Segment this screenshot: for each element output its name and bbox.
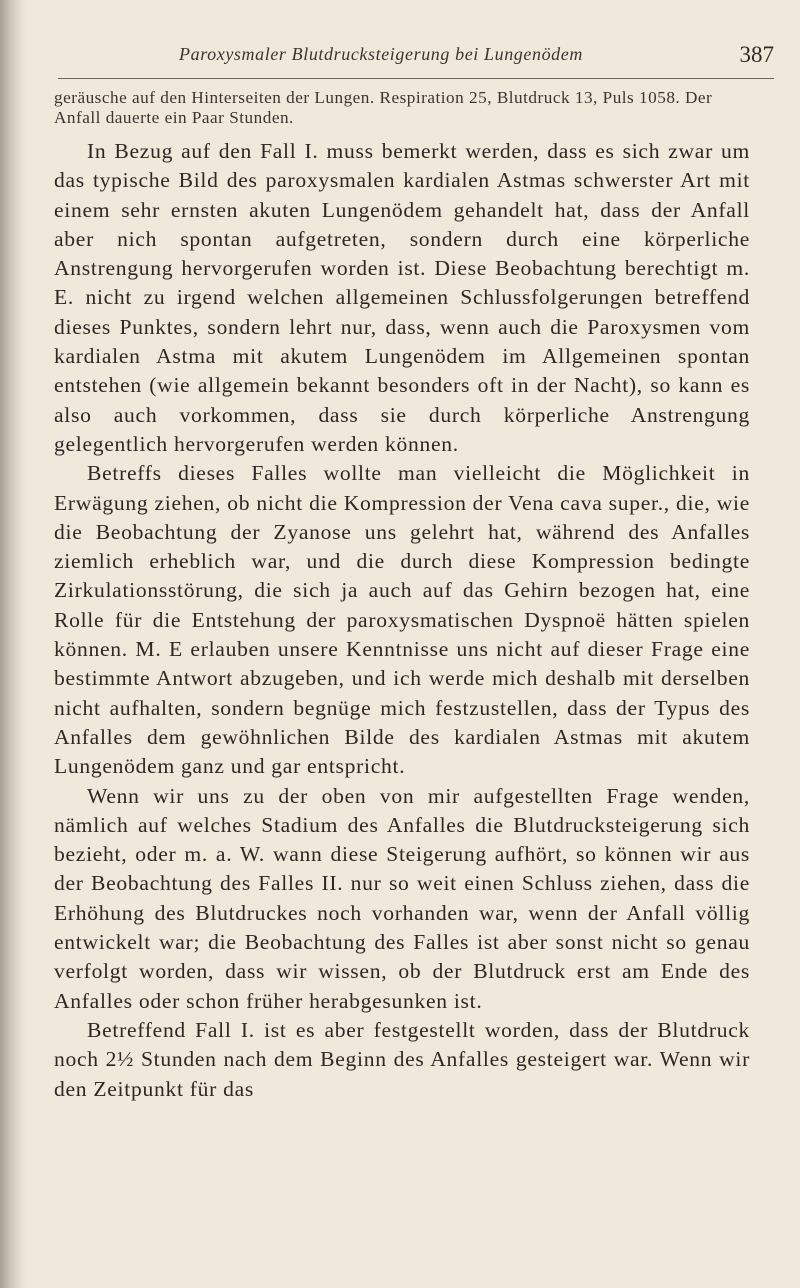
running-head <box>58 44 774 78</box>
header-rule <box>58 78 774 79</box>
running-title: Paroxysmaler Blutdrucksteigerung bei Lungenödem <box>179 44 583 64</box>
book-page <box>46 0 774 1288</box>
page-number: 387 <box>739 42 774 67</box>
case-note: geräusche auf den Hinterseiten der Lungen. Respiration 25, Blutdruck 13, Puls 1058. Der Anfall dauerte ein Paar Stunden. <box>54 88 713 127</box>
binding-edge <box>0 0 26 1288</box>
paragraph-4: Betreffend Fall I. ist es aber festgestellt worden, dass der Blutdruck noch 2½ Stunden nach dem Beginn des Anfalles gesteigert war. Wenn wir den Zeitpunkt für das <box>54 1017 750 1101</box>
paragraph-1: In Bezug auf den Fall I. muss bemerkt werden, dass es sich zwar um das typische Bild des paroxysmalen kardialen Astmas schwerster Art mit einem sehr ernsten akuten Lungenödem gehandelt hat, dass der Anfall aber nich spontan aufgetreten, sondern durch eine körperliche Anstrengung hervorgerufen worden ist. Diese Beobachtung berechtigt m. E. nicht zu irgend welchen allgemeinen Schlussfolgerungen betreffend dieses Punktes, sondern lehrt nur, dass, wenn auch die Paroxysmen vom kardialen Astma mit akutem Lungenödem im Allgemeinen spontan entstehen (wie allgemein bekannt besonders oft in der Nacht), so kann es also auch vorkommen, dass sie durch körperliche Anstrengung gelegentlich hervorgerufen werden können. <box>54 139 750 456</box>
body-text <box>54 137 750 1104</box>
paragraph-2: Betreffs dieses Falles wollte man vielleicht die Möglichkeit in Erwägung ziehen, ob nicht die Kompression der Vena cava super., die, wie die Beobachtung der Zyanose uns gelehrt hat, während des Anfalles ziemlich erheblich war, und die durch diese Kompression bedingte Zirkulationsstörung, die sich ja auch auf das Gehirn bezogen hat, eine Rolle für die Entstehung der paroxysmatischen Dyspnoë hätten spielen können. M. E erlauben unsere Kenntnisse uns nicht auf dieser Frage eine bestimmte Antwort abzugeben, und ich werde mich deshalb mit derselben nicht aufhalten, sondern begnüge mich festzustellen, dass der Typus des Anfalles dem gewöhnlichen Bilde des kardialen Astmas mit akutem Lungenödem ganz und gar entspricht. <box>54 461 750 779</box>
paragraph-3: Wenn wir uns zu der oben von mir aufgestellten Frage wenden, nämlich auf welches Stadium des Anfalles die Blutdrucksteigerung sich bezieht, oder m. a. W. wann diese Steigerung aufhört, so können wir aus der Beobachtung des Falles II. nur so weit einen Schluss ziehen, dass die Erhöhung des Blutdruckes noch vorhanden war, wenn der Anfall völlig entwickelt war; die Beobachtung des Falles ist aber sonst nicht so genau verfolgt worden, dass wir wissen, ob der Blutdruck erst am Ende des Anfalles oder schon früher herabgesunken ist. <box>54 783 750 1013</box>
